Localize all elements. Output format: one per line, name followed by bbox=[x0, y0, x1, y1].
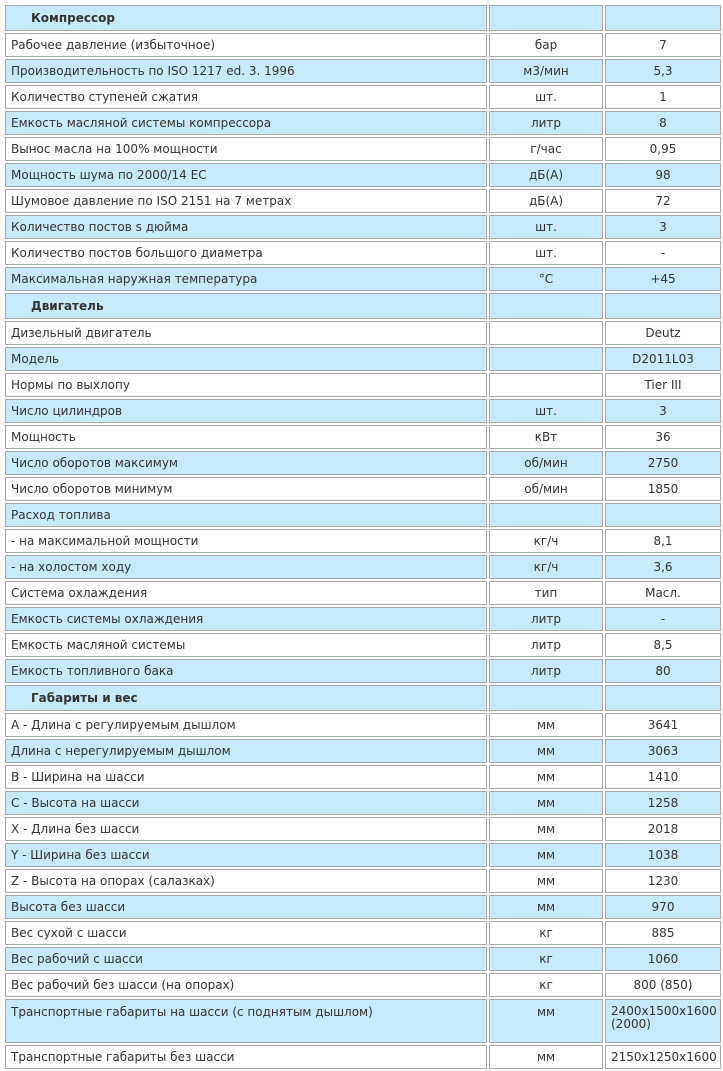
section-header-empty-cell bbox=[605, 5, 721, 31]
spec-row bbox=[5, 137, 721, 161]
spec-row bbox=[5, 581, 721, 605]
spec-name-cell: Высота без шасси bbox=[5, 895, 487, 919]
spec-name-cell: Y - Ширина без шасси bbox=[5, 843, 487, 867]
spec-value-cell bbox=[605, 503, 721, 527]
spec-unit-cell bbox=[489, 347, 603, 371]
spec-value-cell: 3641 bbox=[605, 713, 721, 737]
spec-value-cell: 98 bbox=[605, 163, 721, 187]
spec-row bbox=[5, 163, 721, 187]
specifications-body bbox=[5, 5, 721, 1069]
spec-value-cell: 800 (850) bbox=[605, 973, 721, 997]
spec-row bbox=[5, 973, 721, 997]
spec-unit-cell: мм bbox=[489, 1045, 603, 1069]
spec-unit-cell: шт. bbox=[489, 215, 603, 239]
spec-name-cell: Система охлаждения bbox=[5, 581, 487, 605]
spec-unit-cell bbox=[489, 321, 603, 345]
spec-unit-cell: мм bbox=[489, 817, 603, 841]
spec-row bbox=[5, 739, 721, 763]
spec-value-cell: 5,3 bbox=[605, 59, 721, 83]
spec-name-cell: Z - Высота на опорах (салазках) bbox=[5, 869, 487, 893]
section-header-empty-cell bbox=[489, 5, 603, 31]
spec-unit-cell: кг bbox=[489, 973, 603, 997]
spec-value-cell: 1850 bbox=[605, 477, 721, 501]
spec-row bbox=[5, 947, 721, 971]
spec-value-cell: Tier III bbox=[605, 373, 721, 397]
spec-unit-cell: кВт bbox=[489, 425, 603, 449]
spec-unit-cell: мм bbox=[489, 765, 603, 789]
spec-value-cell: 8 bbox=[605, 111, 721, 135]
spec-row bbox=[5, 267, 721, 291]
spec-unit-cell: мм bbox=[489, 895, 603, 919]
spec-name-cell: Количество постов большого диаметра bbox=[5, 241, 487, 265]
spec-row bbox=[5, 529, 721, 553]
spec-name-cell: А - Длина с регулируемым дышлом bbox=[5, 713, 487, 737]
spec-unit-cell: кг/ч bbox=[489, 555, 603, 579]
spec-value-cell: 8,5 bbox=[605, 633, 721, 657]
spec-name-cell: Транспортные габариты на шасси (с поднятым дышлом) bbox=[5, 999, 487, 1043]
spec-unit-cell: шт. bbox=[489, 241, 603, 265]
spec-row bbox=[5, 713, 721, 737]
specifications-table bbox=[3, 3, 723, 1071]
spec-row bbox=[5, 321, 721, 345]
spec-name-cell: Число цилиндров bbox=[5, 399, 487, 423]
spec-value-cell: 36 bbox=[605, 425, 721, 449]
spec-name-cell: Мощность bbox=[5, 425, 487, 449]
spec-name-cell: Количество постов s дюйма bbox=[5, 215, 487, 239]
spec-unit-cell: мм bbox=[489, 713, 603, 737]
spec-value-cell: 970 bbox=[605, 895, 721, 919]
spec-unit-cell: об/мин bbox=[489, 451, 603, 475]
spec-name-cell: Емкость масляной системы bbox=[5, 633, 487, 657]
spec-unit-cell: м3/мин bbox=[489, 59, 603, 83]
spec-value-cell: 8,1 bbox=[605, 529, 721, 553]
spec-value-cell: 2400x1500x1600 (2000) bbox=[605, 999, 721, 1043]
spec-row bbox=[5, 399, 721, 423]
spec-unit-cell: тип bbox=[489, 581, 603, 605]
spec-name-cell: С - Высота на шасси bbox=[5, 791, 487, 815]
spec-value-cell: D2011L03 bbox=[605, 347, 721, 371]
spec-unit-cell: мм bbox=[489, 843, 603, 867]
spec-name-cell: Вес рабочий с шасси bbox=[5, 947, 487, 971]
spec-row bbox=[5, 451, 721, 475]
spec-row bbox=[5, 791, 721, 815]
section-header-empty-cell bbox=[605, 685, 721, 711]
spec-row bbox=[5, 895, 721, 919]
spec-unit-cell bbox=[489, 503, 603, 527]
spec-value-cell: 1258 bbox=[605, 791, 721, 815]
spec-row bbox=[5, 111, 721, 135]
section-header-empty-cell bbox=[489, 293, 603, 319]
spec-unit-cell: г/час bbox=[489, 137, 603, 161]
spec-value-cell: 1038 bbox=[605, 843, 721, 867]
spec-name-cell: Рабочее давление (избыточное) bbox=[5, 33, 487, 57]
spec-name-cell: Максимальная наружная температура bbox=[5, 267, 487, 291]
spec-row bbox=[5, 33, 721, 57]
spec-name-cell: - на максимальной мощности bbox=[5, 529, 487, 553]
spec-row bbox=[5, 869, 721, 893]
spec-row bbox=[5, 659, 721, 683]
spec-name-cell: Вес сухой с шасси bbox=[5, 921, 487, 945]
spec-value-cell: +45 bbox=[605, 267, 721, 291]
spec-value-cell: 1 bbox=[605, 85, 721, 109]
spec-value-cell: 1230 bbox=[605, 869, 721, 893]
spec-row bbox=[5, 999, 721, 1043]
section-header-row bbox=[5, 293, 721, 319]
section-header-empty-cell bbox=[605, 293, 721, 319]
spec-name-cell: Емкость топливного бака bbox=[5, 659, 487, 683]
spec-value-cell: - bbox=[605, 241, 721, 265]
spec-name-cell: Производительность по ISO 1217 ed. 3. 1996 bbox=[5, 59, 487, 83]
spec-name-cell: Вынос масла на 100% мощности bbox=[5, 137, 487, 161]
spec-unit-cell: литр bbox=[489, 633, 603, 657]
spec-row bbox=[5, 215, 721, 239]
spec-unit-cell: кг bbox=[489, 947, 603, 971]
spec-value-cell: Масл. bbox=[605, 581, 721, 605]
spec-unit-cell: шт. bbox=[489, 85, 603, 109]
spec-value-cell: 1410 bbox=[605, 765, 721, 789]
spec-name-cell: Емкость системы охлаждения bbox=[5, 607, 487, 631]
section-header-row bbox=[5, 5, 721, 31]
spec-unit-cell: об/мин bbox=[489, 477, 603, 501]
spec-unit-cell: мм bbox=[489, 739, 603, 763]
spec-row bbox=[5, 347, 721, 371]
spec-row bbox=[5, 765, 721, 789]
spec-unit-cell: бар bbox=[489, 33, 603, 57]
spec-row bbox=[5, 477, 721, 501]
spec-row bbox=[5, 843, 721, 867]
spec-value-cell: 2150x1250x1600 bbox=[605, 1045, 721, 1069]
spec-row bbox=[5, 425, 721, 449]
spec-name-cell: Длина с нерегулируемым дышлом bbox=[5, 739, 487, 763]
spec-value-cell: 1060 bbox=[605, 947, 721, 971]
spec-name-cell: Расход топлива bbox=[5, 503, 487, 527]
spec-name-cell: Емкость масляной системы компрессора bbox=[5, 111, 487, 135]
spec-name-cell: Количество ступеней сжатия bbox=[5, 85, 487, 109]
spec-value-cell: 7 bbox=[605, 33, 721, 57]
spec-unit-cell: литр bbox=[489, 111, 603, 135]
section-header-row bbox=[5, 685, 721, 711]
spec-unit-cell: мм bbox=[489, 999, 603, 1043]
spec-value-cell: 3 bbox=[605, 399, 721, 423]
spec-unit-cell: шт. bbox=[489, 399, 603, 423]
section-title: Компрессор bbox=[5, 5, 487, 31]
spec-value-cell: - bbox=[605, 607, 721, 631]
section-title: Двигатель bbox=[5, 293, 487, 319]
spec-value-cell: 3 bbox=[605, 215, 721, 239]
spec-row bbox=[5, 373, 721, 397]
spec-value-cell: 2750 bbox=[605, 451, 721, 475]
spec-row bbox=[5, 59, 721, 83]
spec-name-cell: Модель bbox=[5, 347, 487, 371]
spec-name-cell: В - Ширина на шасси bbox=[5, 765, 487, 789]
spec-value-cell: 3,6 bbox=[605, 555, 721, 579]
spec-row bbox=[5, 189, 721, 213]
spec-row bbox=[5, 241, 721, 265]
section-title: Габариты и вес bbox=[5, 685, 487, 711]
spec-name-cell: Транспортные габариты без шасси bbox=[5, 1045, 487, 1069]
spec-name-cell: Мощность шума по 2000/14 EC bbox=[5, 163, 487, 187]
spec-unit-cell: мм bbox=[489, 869, 603, 893]
spec-value-cell: 72 bbox=[605, 189, 721, 213]
spec-value-cell: 2018 bbox=[605, 817, 721, 841]
spec-unit-cell: литр bbox=[489, 659, 603, 683]
spec-name-cell: Число оборотов минимум bbox=[5, 477, 487, 501]
spec-row bbox=[5, 85, 721, 109]
spec-row bbox=[5, 633, 721, 657]
spec-value-cell: 80 bbox=[605, 659, 721, 683]
spec-value-cell: 0,95 bbox=[605, 137, 721, 161]
spec-row bbox=[5, 555, 721, 579]
spec-unit-cell: дБ(А) bbox=[489, 163, 603, 187]
spec-row bbox=[5, 817, 721, 841]
spec-row bbox=[5, 921, 721, 945]
section-header-empty-cell bbox=[489, 685, 603, 711]
spec-name-cell: Нормы по выхлопу bbox=[5, 373, 487, 397]
spec-name-cell: Число оборотов максимум bbox=[5, 451, 487, 475]
spec-row bbox=[5, 1045, 721, 1069]
spec-unit-cell bbox=[489, 373, 603, 397]
spec-value-cell: 3063 bbox=[605, 739, 721, 763]
spec-name-cell: Вес рабочий без шасси (на опорах) bbox=[5, 973, 487, 997]
spec-unit-cell: °C bbox=[489, 267, 603, 291]
spec-unit-cell: дБ(А) bbox=[489, 189, 603, 213]
spec-value-cell: Deutz bbox=[605, 321, 721, 345]
spec-name-cell: X - Длина без шасси bbox=[5, 817, 487, 841]
spec-row bbox=[5, 607, 721, 631]
spec-value-cell: 885 bbox=[605, 921, 721, 945]
spec-name-cell: Дизельный двигатель bbox=[5, 321, 487, 345]
spec-row bbox=[5, 503, 721, 527]
spec-unit-cell: литр bbox=[489, 607, 603, 631]
spec-unit-cell: кг bbox=[489, 921, 603, 945]
spec-name-cell: - на холостом ходу bbox=[5, 555, 487, 579]
spec-unit-cell: мм bbox=[489, 791, 603, 815]
spec-name-cell: Шумовое давление по ISO 2151 на 7 метрах bbox=[5, 189, 487, 213]
spec-unit-cell: кг/ч bbox=[489, 529, 603, 553]
